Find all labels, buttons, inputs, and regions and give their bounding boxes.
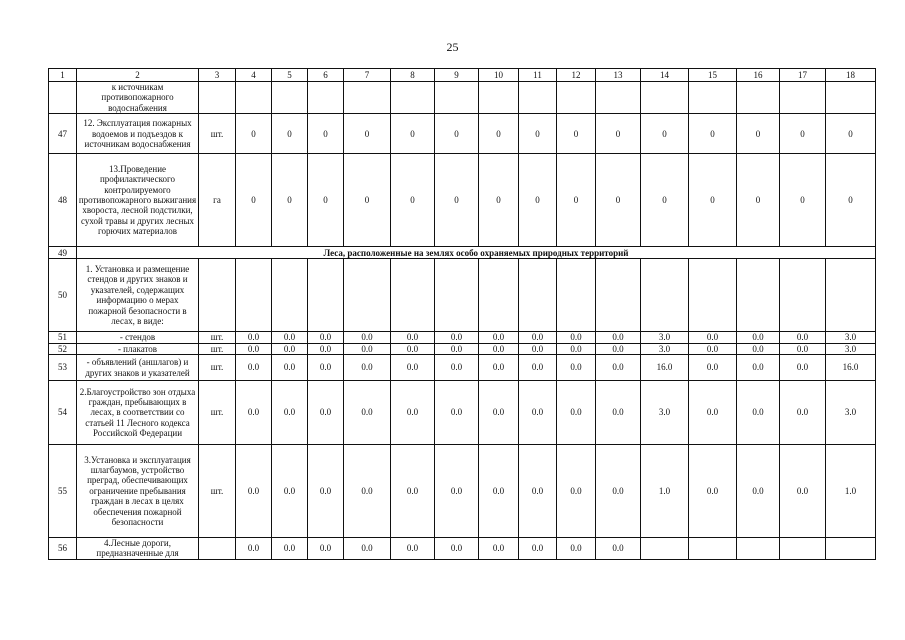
value-cell: 0.0 [308,343,344,354]
value-cell [780,259,826,332]
value-cell [596,82,641,114]
row-description: - плакатов [77,343,199,354]
value-cell: 0 [391,114,435,154]
value-cell: 0.0 [435,381,479,445]
column-header: 16 [737,69,780,82]
value-cell [641,538,689,560]
row-description: - объявлений (аншлагов) и других знаков и указателей [77,355,199,381]
value-cell: 0.0 [689,355,737,381]
value-cell: 0 [737,114,780,154]
value-cell: 1.0 [826,445,876,538]
value-cell: 3.0 [826,381,876,445]
value-cell [435,259,479,332]
value-cell: 1.0 [641,445,689,538]
value-cell: 0.0 [236,355,272,381]
row-number: 54 [49,381,77,445]
unit-cell [199,82,236,114]
column-header: 11 [519,69,557,82]
value-cell: 0.0 [780,332,826,343]
column-header: 18 [826,69,876,82]
value-cell: 0 [689,114,737,154]
column-header: 15 [689,69,737,82]
value-cell: 0.0 [479,381,519,445]
value-cell: 0 [391,154,435,247]
row-number: 49 [49,247,77,259]
row-number: 50 [49,259,77,332]
value-cell: 0.0 [272,538,308,560]
value-cell: 0.0 [737,381,780,445]
value-cell: 0.0 [236,332,272,343]
value-cell: 0 [826,114,876,154]
column-header: 12 [557,69,596,82]
value-cell [236,82,272,114]
value-cell: 0 [596,154,641,247]
value-cell [236,259,272,332]
column-header: 14 [641,69,689,82]
value-cell: 0.0 [272,343,308,354]
value-cell: 0.0 [557,355,596,381]
value-cell: 0 [641,114,689,154]
row-description: 3.Установка и эксплуатация шлагбаумов, устройство преград, обеспечивающих ограничение пребывания граждан в лесах в целях обеспечения пожарной безопасности [77,445,199,538]
value-cell [641,259,689,332]
value-cell: 0 [272,154,308,247]
value-cell: 0.0 [557,332,596,343]
column-header: 9 [435,69,479,82]
table-row [49,154,876,247]
value-cell: 0 [479,154,519,247]
value-cell [344,259,391,332]
value-cell: 0.0 [557,445,596,538]
value-cell [435,82,479,114]
value-cell: 0.0 [596,381,641,445]
row-number: 47 [49,114,77,154]
value-cell: 0 [826,154,876,247]
value-cell: 0.0 [435,355,479,381]
row-number: 56 [49,538,77,560]
value-cell: 0.0 [479,445,519,538]
value-cell [519,82,557,114]
value-cell: 0.0 [435,343,479,354]
value-cell: 0.0 [344,355,391,381]
value-cell: 0.0 [391,343,435,354]
section-title: Леса, расположенные на землях особо охраняемых природных территорий [77,247,876,259]
value-cell: 0.0 [344,332,391,343]
unit-cell: шт. [199,114,236,154]
value-cell [391,259,435,332]
value-cell: 0.0 [308,355,344,381]
value-cell [826,259,876,332]
unit-cell: шт. [199,355,236,381]
value-cell: 0.0 [308,445,344,538]
table-row [49,355,876,381]
row-number: 52 [49,343,77,354]
column-header: 7 [344,69,391,82]
table-row [49,445,876,538]
table-row [49,247,876,259]
value-cell [391,82,435,114]
table-row [49,332,876,343]
value-cell: 0.0 [435,445,479,538]
value-cell [596,259,641,332]
row-description: к источникам противопожарного водоснабжения [77,82,199,114]
value-cell [826,82,876,114]
value-cell [780,82,826,114]
value-cell: 0.0 [391,332,435,343]
row-number: 55 [49,445,77,538]
value-cell: 0.0 [519,381,557,445]
value-cell: 0 [236,114,272,154]
value-cell: 0.0 [236,343,272,354]
value-cell: 3.0 [641,381,689,445]
value-cell: 0.0 [780,343,826,354]
table-row [49,82,876,114]
table-row [49,114,876,154]
value-cell [689,538,737,560]
row-description: 4.Лесные дороги, предназначенные для [77,538,199,560]
value-cell [641,82,689,114]
column-header: 10 [479,69,519,82]
value-cell: 0.0 [737,343,780,354]
value-cell: 0.0 [308,332,344,343]
column-header: 17 [780,69,826,82]
value-cell [272,259,308,332]
value-cell: 0.0 [689,343,737,354]
value-cell: 0 [780,154,826,247]
value-cell: 0.0 [391,538,435,560]
unit-cell: шт. [199,381,236,445]
unit-cell: шт. [199,332,236,343]
value-cell: 0.0 [344,538,391,560]
value-cell [780,538,826,560]
value-cell: 0 [596,114,641,154]
value-cell: 0.0 [780,445,826,538]
value-cell: 0 [519,154,557,247]
header-row [49,69,876,82]
value-cell: 0 [557,154,596,247]
value-cell: 0.0 [519,355,557,381]
column-header: 6 [308,69,344,82]
value-cell: 16.0 [641,355,689,381]
page-number: 25 [446,40,459,54]
unit-cell [199,259,236,332]
row-description: 2.Благоустройство зон отдыха граждан, пребывающих в лесах, в соответствии со статьей 11 Лесного кодекса Российской Федерации [77,381,199,445]
value-cell: 0.0 [236,445,272,538]
value-cell: 0.0 [236,538,272,560]
value-cell: 0 [519,114,557,154]
value-cell: 0.0 [519,538,557,560]
value-cell [519,259,557,332]
value-cell: 0.0 [737,355,780,381]
value-cell [479,82,519,114]
value-cell: 0 [344,114,391,154]
value-cell: 0 [689,154,737,247]
value-cell [479,259,519,332]
value-cell: 0.0 [391,445,435,538]
value-cell: 0 [479,114,519,154]
value-cell [272,82,308,114]
row-number: 48 [49,154,77,247]
column-header: 5 [272,69,308,82]
value-cell [737,259,780,332]
value-cell: 0.0 [236,381,272,445]
value-cell: 0.0 [435,332,479,343]
unit-cell [199,538,236,560]
value-cell: 0 [435,114,479,154]
value-cell: 0.0 [308,538,344,560]
value-cell: 0 [344,154,391,247]
column-header: 3 [199,69,236,82]
row-description: 13.Проведение профилактического контролируемого противопожарного выжигания хвороста, лесной подстилки, сухой травы и других лесных горючих материалов [77,154,199,247]
value-cell [689,82,737,114]
value-cell [557,259,596,332]
value-cell: 0 [272,114,308,154]
value-cell: 3.0 [826,332,876,343]
value-cell: 16.0 [826,355,876,381]
value-cell: 0 [308,154,344,247]
value-cell: 0.0 [689,332,737,343]
value-cell [557,82,596,114]
row-description: 1. Установка и размещение стендов и других знаков и указателей, содержащих информацию о мерах пожарной безопасности в лесах, в виде: [77,259,199,332]
value-cell: 0.0 [596,355,641,381]
column-header: 1 [49,69,77,82]
value-cell: 0.0 [737,445,780,538]
value-cell: 0.0 [479,355,519,381]
value-cell: 0.0 [308,381,344,445]
value-cell [344,82,391,114]
value-cell: 0 [780,114,826,154]
unit-cell: шт. [199,343,236,354]
value-cell: 0.0 [344,445,391,538]
value-cell: 0.0 [519,332,557,343]
value-cell: 0.0 [780,355,826,381]
value-cell: 0.0 [519,343,557,354]
value-cell [308,82,344,114]
value-cell: 0.0 [557,538,596,560]
value-cell: 0.0 [344,381,391,445]
value-cell: 3.0 [641,343,689,354]
value-cell: 0 [557,114,596,154]
value-cell: 0.0 [689,381,737,445]
value-cell: 0.0 [479,332,519,343]
row-description: 12. Эксплуатация пожарных водоемов и подъездов к источникам водоснабжения [77,114,199,154]
value-cell: 0.0 [596,538,641,560]
value-cell: 0.0 [435,538,479,560]
value-cell: 3.0 [641,332,689,343]
column-header: 2 [77,69,199,82]
value-cell: 0 [435,154,479,247]
value-cell: 0.0 [272,332,308,343]
value-cell: 0.0 [519,445,557,538]
value-cell [737,538,780,560]
value-cell: 0.0 [272,445,308,538]
value-cell: 0.0 [391,355,435,381]
table-row [49,381,876,445]
value-cell: 0.0 [479,538,519,560]
value-cell: 0.0 [737,332,780,343]
value-cell: 0.0 [344,343,391,354]
unit-cell: шт. [199,445,236,538]
value-cell: 0.0 [391,381,435,445]
value-cell: 0 [641,154,689,247]
value-cell [308,259,344,332]
data-table [48,68,876,560]
column-header: 8 [391,69,435,82]
value-cell: 0.0 [689,445,737,538]
value-cell: 0.0 [479,343,519,354]
value-cell: 0 [737,154,780,247]
value-cell: 0.0 [272,355,308,381]
value-cell: 0.0 [557,381,596,445]
column-header: 13 [596,69,641,82]
table-row [49,259,876,332]
value-cell: 0.0 [557,343,596,354]
row-number: 51 [49,332,77,343]
column-header: 4 [236,69,272,82]
value-cell: 0.0 [272,381,308,445]
row-number [49,82,77,114]
value-cell: 0 [236,154,272,247]
value-cell: 0 [308,114,344,154]
value-cell: 0.0 [780,381,826,445]
value-cell: 3.0 [826,343,876,354]
row-description: - стендов [77,332,199,343]
unit-cell: га [199,154,236,247]
value-cell [737,82,780,114]
value-cell [826,538,876,560]
table-row [49,343,876,354]
table-row [49,538,876,560]
value-cell: 0.0 [596,332,641,343]
value-cell [689,259,737,332]
value-cell: 0.0 [596,445,641,538]
value-cell: 0.0 [596,343,641,354]
row-number: 53 [49,355,77,381]
